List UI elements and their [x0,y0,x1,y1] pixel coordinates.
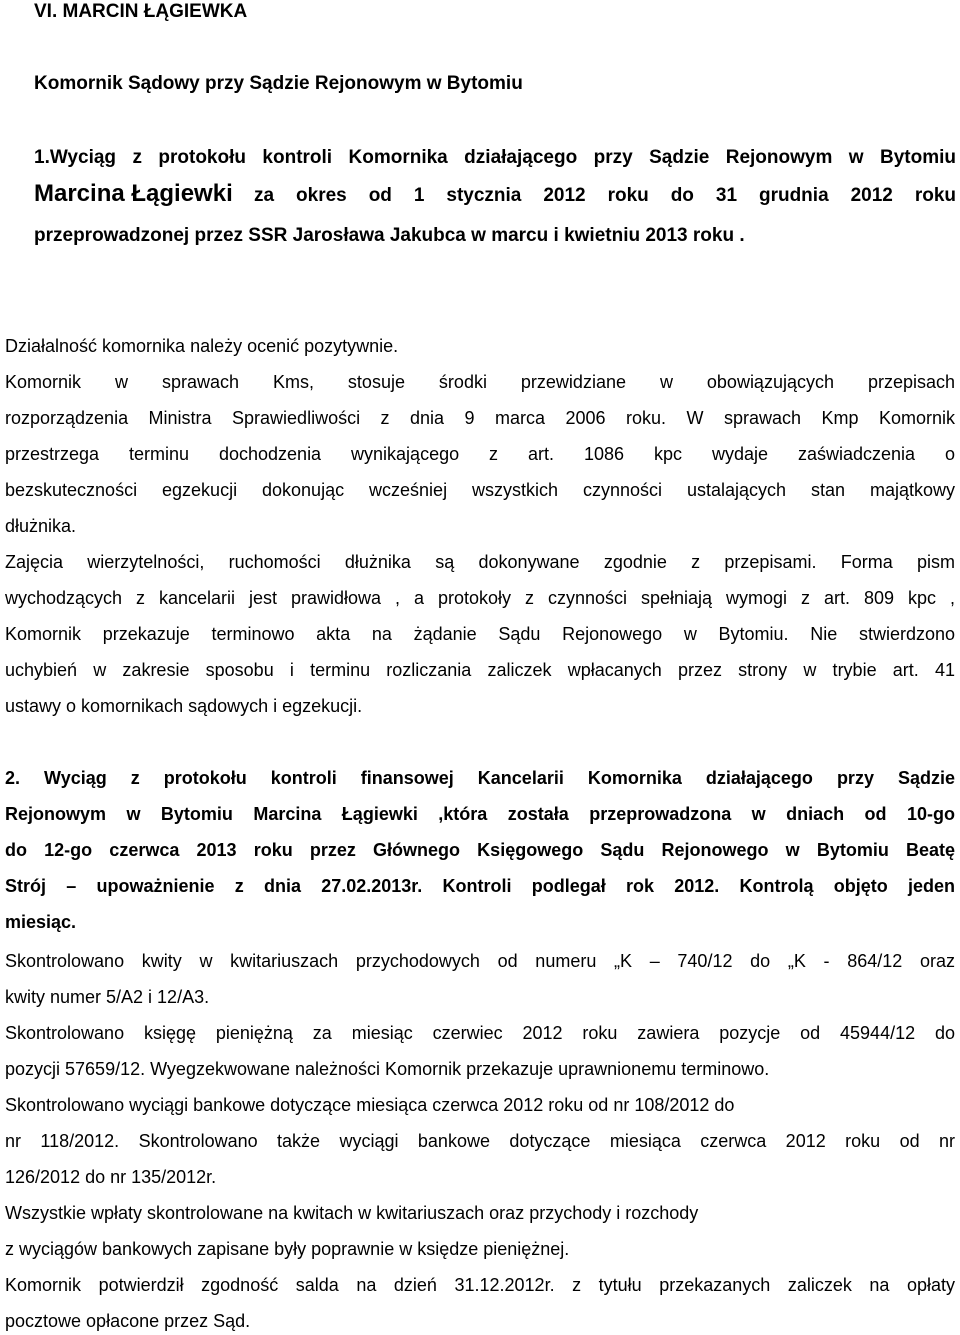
item2-body-line-9: z wyciągów bankowych zapisane były poprawnie w księdze pieniężnej. [5,1239,570,1259]
item1-title-line-1: 1.Wyciąg z protokołu kontroli Komornika działającego przy Sądzie Rejonowym w Bytomiu [34,147,956,168]
item2-title-line-5: miesiąc. [5,912,77,932]
item1-title-line-3: przeprowadzonej przez SSR Jarosława Jakubca w marcu i kwietniu 2013 roku . [34,225,745,246]
item2-body-line-1: Skontrolowano kwity w kwitariuszach przychodowych od numeru „K – 740/12 do „K - 864/12 oraz [5,951,955,971]
item1-body-line-1: Działalność komornika należy ocenić pozytywnie. [5,336,399,356]
bailiff-subheading: Komornik Sądowy przy Sądzie Rejonowym w Bytomiu [34,73,523,94]
item1-title-period: za okres od 1 stycznia 2012 roku do 31 grudnia 2012 roku [254,185,956,206]
item1-body-line-3: rozporządzenia Ministra Sprawiedliwości z dnia 9 marca 2006 roku. W sprawach Kmp Komornik [5,408,955,428]
item1-body-line-4: przestrzega terminu dochodzenia wynikającego z art. 1086 kpc wydaje zaświadczenia o [5,444,955,464]
item2-body-line-11: pocztowe opłacone przez Sąd. [5,1311,251,1331]
item1-title-line-2 [34,182,956,208]
item1-body-line-7: Zajęcia wierzytelności, ruchomości dłużnika są dokonywane zgodnie z przepisami. Forma pism [5,552,955,572]
item2-body-line-8: Wszystkie wpłaty skontrolowane na kwitach w kwitariuszach oraz przychody i rozchody [5,1203,699,1223]
item2-title-line-2: Rejonowym w Bytomiu Marcina Łągiewki ,która została przeprowadzona w dniach od 10-go [5,804,955,824]
item2-body-line-6: nr 118/2012. Skontrolowano także wyciągi bankowe dotyczące miesiąca czerwca 2012 roku od nr [5,1131,955,1151]
item2-body-line-7: 126/2012 do nr 135/2012r. [5,1167,217,1187]
item1-body-line-8: wychodzących z kancelarii jest prawidłowa , a protokoły z czynności spełniają wymogi z art. 809 kpc , [5,588,955,608]
item1-body-line-5: bezskuteczności egzekucji dokonując wcześniej wszystkich czynności ustalających stan majątkowy [5,480,955,500]
item2-title-line-1: 2. Wyciąg z protokołu kontroli finansowej Kancelarii Komornika działającego przy Sądzie [5,768,955,788]
item2-body-line-10: Komornik potwierdził zgodność salda na dzień 31.12.2012r. z tytułu przekazanych zaliczek na opłaty [5,1275,955,1295]
item2-body-line-5: Skontrolowano wyciągi bankowe dotyczące miesiąca czerwca 2012 roku od nr 108/2012 do [5,1095,735,1115]
item1-body-line-10: uchybień w zakresie sposobu i terminu rozliczania zaliczek wpłacanych przez strony w trybie art. 41 [5,660,955,680]
item2-title-line-4: Strój – upoważnienie z dnia 27.02.2013r. Kontroli podlegał rok 2012. Kontrolą objęto jeden [5,876,955,896]
item1-body-line-6: dłużnika. [5,516,77,536]
item1-body-line-2: Komornik w sprawach Kms, stosuje środki przewidziane w obowiązujących przepisach [5,372,955,392]
item1-title-name: Marcina Łągiewki [34,180,233,207]
item2-body-line-4: pozycji 57659/12. Wyegzekwowane należności Komornik przekazuje uprawnionemu terminowo. [5,1059,770,1079]
item1-body-line-9: Komornik przekazuje terminowo akta na żądanie Sądu Rejonowego w Bytomiu. Nie stwierdzono [5,624,955,644]
item2-title-line-3: do 12-go czerwca 2013 roku przez Głównego Księgowego Sądu Rejonowego w Bytomiu Beatę [5,840,955,860]
section-heading: VI. MARCIN ŁĄGIEWKA [34,1,248,22]
item2-body-line-3: Skontrolowano księgę pieniężną za miesiąc czerwiec 2012 roku zawiera pozycje od 45944/12 do [5,1023,955,1043]
item2-body-line-2: kwity numer 5/A2 i 12/A3. [5,987,210,1007]
item1-body-line-11: ustawy o komornikach sądowych i egzekucji. [5,696,363,716]
